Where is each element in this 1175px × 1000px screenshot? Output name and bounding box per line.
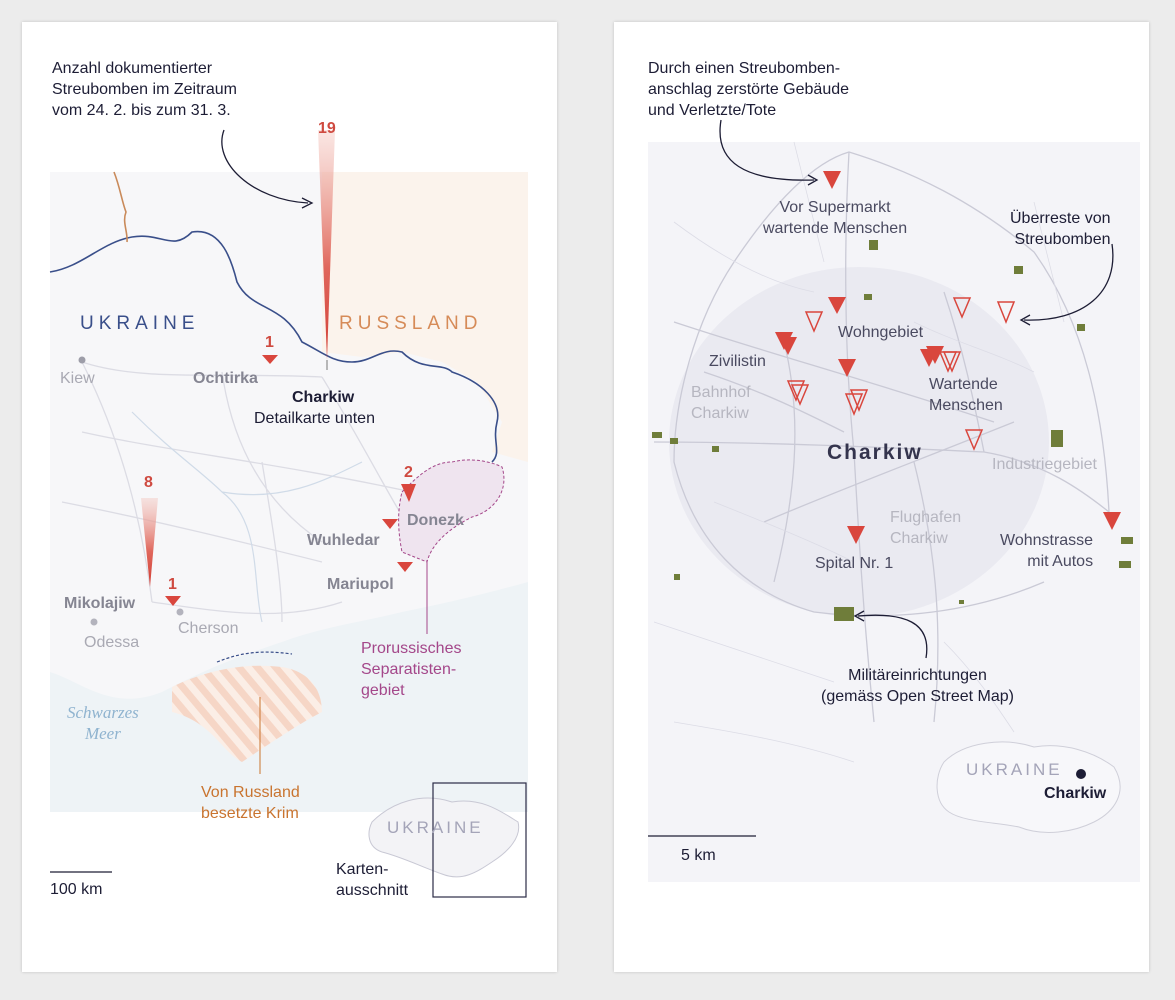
scale-label: 5 km	[681, 847, 716, 864]
city-mariupol: Mariupol	[327, 576, 394, 593]
place-wohnstrasse: Wohnstrasse mit Autos	[1000, 532, 1094, 570]
count-mikolajiw: 8	[144, 474, 153, 491]
kiew-dot	[79, 357, 86, 364]
country-russia: RUSSLAND	[339, 313, 483, 334]
inset-city: Charkiw	[1044, 785, 1107, 802]
place-wohngebiet: Wohngebiet	[838, 324, 924, 341]
military-label: Militäreinrichtungen (gemäss Open Street Map)	[821, 667, 1014, 705]
city-kiew: Kiew	[60, 370, 95, 387]
sea-label: Schwarzes Meer	[67, 703, 139, 743]
city-charkiw: Charkiw	[292, 389, 355, 406]
inset-country: UKRAINE	[387, 818, 484, 837]
city-donezk: Donezk	[407, 512, 464, 529]
intro-label: Durch einen Streubomben- anschlag zerstörte Gebäude und Verletzte/Tote	[648, 60, 850, 119]
city-label: Charkiw	[827, 441, 923, 464]
city-cherson: Cherson	[178, 620, 239, 637]
place-industrie: Industriegebiet	[992, 456, 1097, 473]
city-map	[614, 22, 1149, 972]
count-donezk: 2	[404, 464, 413, 481]
count-ochtirka: 1	[265, 334, 274, 351]
count-cherson: 1	[168, 576, 177, 593]
city-mikolajiw: Mikolajiw	[64, 595, 136, 612]
place-spital: Spital Nr. 1	[815, 555, 894, 572]
place-flughafen: Flughafen Charkiw	[890, 509, 962, 547]
count-charkiw: 19	[318, 120, 336, 137]
separatist-label: Prorussisches Separatisten- gebiet	[361, 640, 462, 699]
country-ukraine: UKRAINE	[80, 313, 200, 334]
remnants-label: Überreste von Streubomben	[1010, 210, 1111, 248]
place-zivilistin: Zivilistin	[709, 353, 766, 370]
inset-charkiw-dot	[1076, 769, 1086, 779]
left-map-panel	[22, 22, 557, 972]
place-bahnhof: Bahnhof Charkiw	[691, 384, 751, 422]
inset-label: Karten- ausschnitt	[336, 861, 409, 899]
crimea-label: Von Russland besetzte Krim	[201, 784, 300, 822]
inset-country: UKRAINE	[966, 760, 1063, 779]
city-ochtirka: Ochtirka	[193, 370, 258, 387]
odessa-dot	[91, 619, 98, 626]
intro-label: Anzahl dokumentierter Streubomben im Zeitraum vom 24. 2. bis zum 31. 3.	[52, 60, 237, 119]
right-map-panel	[614, 22, 1149, 972]
city-wuhledar: Wuhledar	[307, 532, 380, 549]
charkiw-note: Detailkarte unten	[254, 410, 375, 427]
cherson-dot	[177, 609, 184, 616]
place-supermarket: Vor Supermarkt wartende Menschen	[763, 199, 908, 237]
scale-label: 100 km	[50, 881, 103, 898]
place-wartende: Wartende Menschen	[929, 376, 1003, 414]
city-odessa: Odessa	[84, 634, 140, 651]
